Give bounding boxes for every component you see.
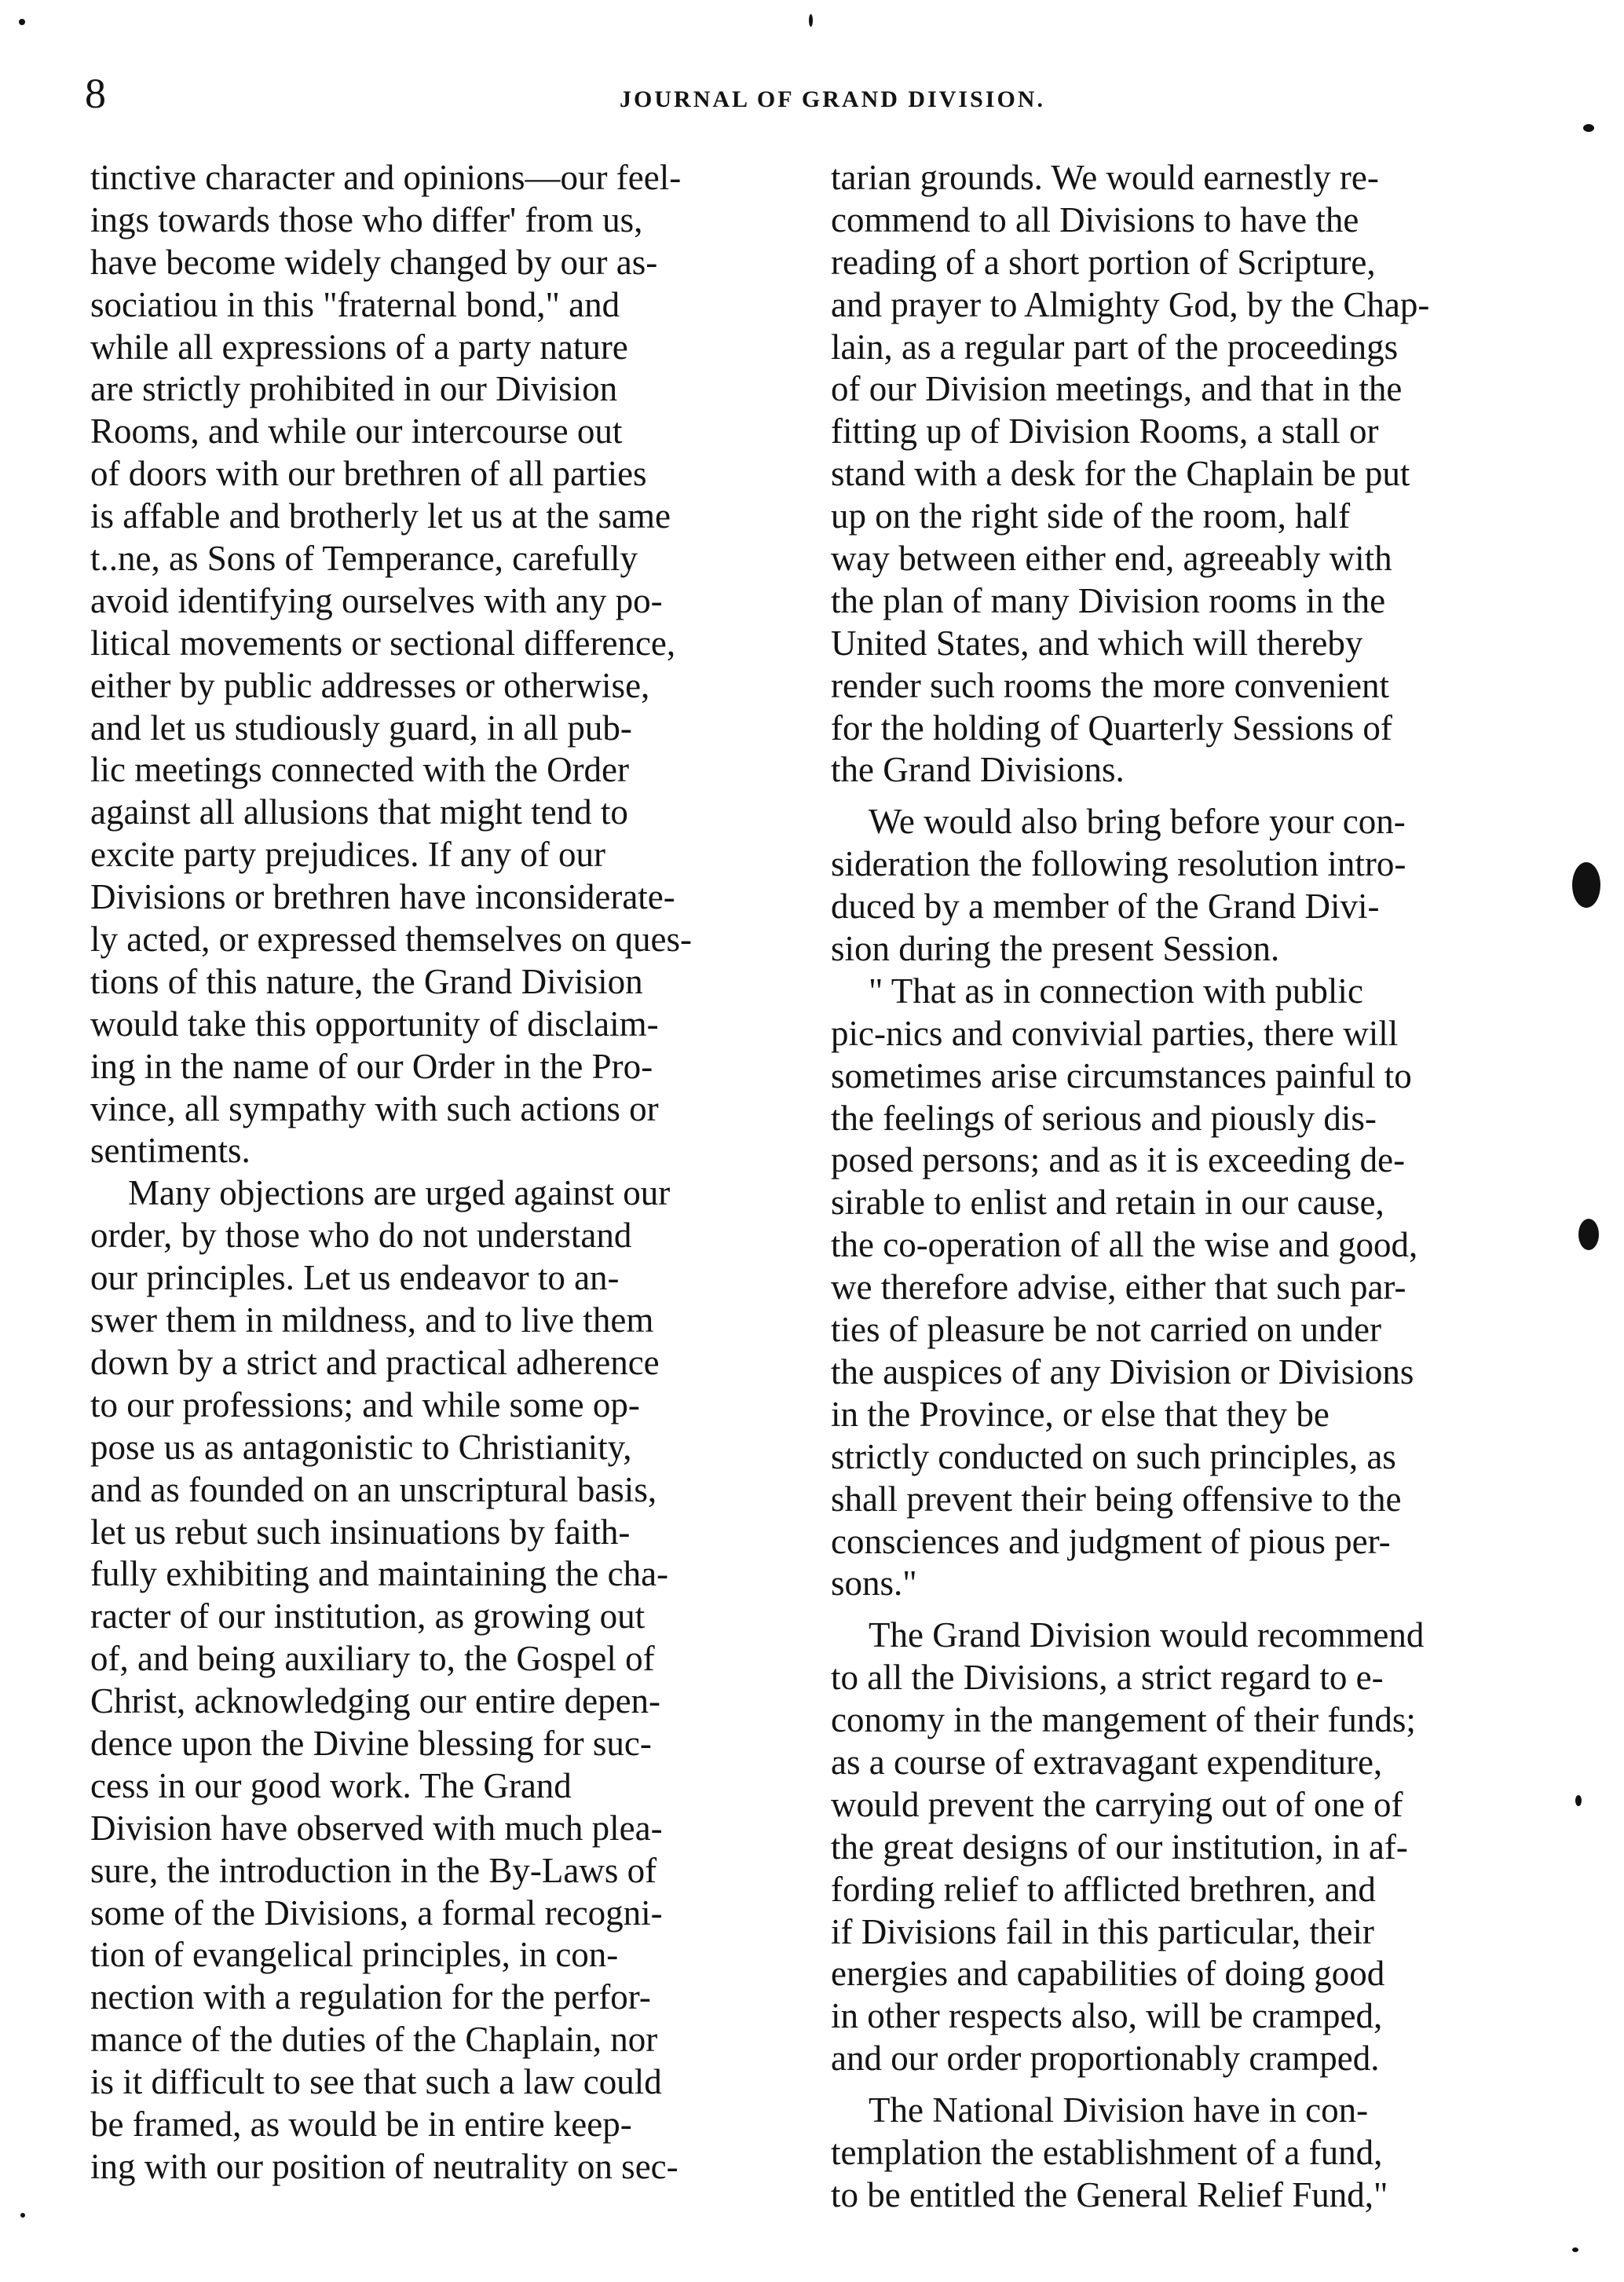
text-line: of, and being auxiliary to, the Gospel of [90,1639,655,1679]
text-line: is it difficult to see that such a law could [90,2062,662,2102]
text-line: vince, all sympathy with such actions or [90,1088,659,1128]
ink-speck [1583,124,1594,132]
text-line: Many objections are urged against our [128,1173,671,1213]
text-line: posed persons; and as it is exceeding de- [831,1140,1406,1180]
text-line: reading of a short portion of Scripture, [831,242,1376,282]
text-line: to all the Divisions, a strict regard to e- [831,1658,1384,1698]
text-line: pose us as antagonistic to Christianity, [90,1427,632,1467]
text-line: pic-nics and convivial parties, there will [831,1013,1399,1053]
text-line: to be entitled the General Relief Fund," [831,2174,1388,2214]
text-line: fitting up of Division Rooms, a stall or [831,411,1379,452]
text-line: up on the right side of the room, half [831,496,1351,536]
text-line: templation the establishment of a fund, [831,2132,1383,2172]
text-line: ing in the name of our Order in the Pro- [90,1046,653,1086]
text-line: tion of evangelical principles, in con- [90,1935,619,1975]
ink-blot [1572,862,1600,908]
text-line: strictly conducted on such principles, as [831,1436,1396,1476]
text-line: consciences and judgment of pious per- [831,1521,1391,1561]
text-line: sons." [831,1563,917,1604]
text-line: ing with our position of neutrality on sec- [90,2146,678,2186]
text-line: are strictly prohibited in our Division [90,369,618,409]
text-line: order, by those who do not understand [90,1216,632,1256]
text-line: tions of this nature, the Grand Division [90,961,643,1001]
text-line: t..ne, as Sons of Temperance, carefully [90,539,638,579]
text-line: for the holding of Quarterly Sessions of [831,708,1392,748]
text-line: avoid identifying ourselves with any po- [90,580,663,620]
text-line: would prevent the carrying out of one of [831,1784,1403,1824]
text-line: energies and capabilities of doing good [831,1954,1385,1994]
text-line: be framed, as would be in entire keep- [90,2104,632,2144]
text-line: and our order proportionably cramped. [831,2039,1380,2079]
text-line: racter of our institution, as growing out [90,1596,646,1637]
text-line: shall prevent their being offensive to the [831,1479,1402,1519]
text-line: have become widely changed by our as- [90,242,658,282]
text-line: sirable to enlist and retain in our cause, [831,1183,1384,1223]
text-line: and prayer to Almighty God, by the Chap- [831,284,1430,324]
ink-speck [19,19,25,25]
ink-speck [20,2213,25,2218]
text-line: the feelings of serious and piously dis- [831,1098,1377,1138]
text-line: sociatiou in this "fraternal bond," and [90,284,620,324]
text-line: tarian grounds. We would earnestly re- [831,158,1379,197]
text-line: duced by a member of the Grand Divi- [831,887,1380,927]
text-line: either by public addresses or otherwise, [90,665,650,705]
right-column [831,157,1538,2217]
text-line: sentiments. [90,1131,251,1171]
ink-blot [1578,1219,1599,1250]
text-line: conomy in the mangement of their funds; [831,1700,1416,1740]
text-line: fording relief to afflicted brethren, and [831,1869,1376,1909]
text-line: is affable and brotherly let us at the same [90,496,671,536]
text-line: would take this opportunity of disclaim- [90,1004,659,1044]
text-line: mance of the duties of the Chaplain, nor [90,2020,658,2060]
left-column [90,157,797,2189]
text-line: Rooms, and while our intercourse out [90,411,623,452]
text-line: Divisions or brethren have inconsiderate- [90,877,675,917]
text-line: fully exhibiting and maintaining the cha- [90,1554,669,1594]
text-line: the auspices of any Division or Divisions [831,1351,1414,1392]
text-line: cess in our good work. The Grand [90,1765,572,1805]
ink-speck [1575,1795,1582,1806]
page-number: 8 [85,70,106,117]
text-line: our principles. Let us endeavor to an- [90,1258,620,1298]
text-line: the Grand Divisions. [831,750,1125,790]
text-line: the great designs of our institution, in af- [831,1827,1408,1867]
text-line: nection with a regulation for the perfor- [90,1977,651,2017]
text-line: the plan of many Division rooms in the [831,580,1386,620]
text-line: and let us studiously guard, in all pub- [90,708,632,748]
text-line: stand with a desk for the Chaplain be put [831,454,1410,494]
text-line: We would also bring before your con- [869,802,1406,842]
text-line: dence upon the Divine blessing for suc- [90,1723,652,1763]
text-line: litical movements or sectional difference, [90,623,676,663]
text-line: while all expressions of a party nature [90,327,628,367]
text-line: sideration the following resolution intro- [831,844,1406,884]
text-line: to our professions; and while some op- [90,1384,640,1424]
text-line: the co-operation of all the wise and good, [831,1225,1418,1265]
text-line: against all allusions that might tend to [90,792,628,832]
text-line: " That as in connection with public [869,971,1363,1011]
text-line: ings towards those who differ' from us, [90,199,643,240]
text-line: some of the Divisions, a formal recogni- [90,1893,663,1933]
text-line: let us rebut such insinuations by faith- [90,1512,631,1552]
text-line: The Grand Division would recommend [869,1615,1425,1655]
text-line: down by a strict and practical adherence [90,1342,660,1382]
text-line: in other respects also, will be cramped, [831,1996,1383,2036]
text-line: lic meetings connected with the Order [90,750,630,790]
text-line: lain, as a regular part of the proceedings [831,327,1399,367]
text-line: swer them in mildness, and to live them [90,1300,654,1340]
ink-speck [1572,2247,1578,2252]
ink-speck [809,14,813,27]
text-line: sure, the introduction in the By-Laws of [90,1850,657,1890]
text-line: render such rooms the more convenient [831,665,1390,705]
running-title: JOURNAL OF GRAND DIVISION. [620,86,1045,112]
text-line: of doors with our brethren of all parties [90,454,647,494]
text-line: The National Division have in con- [869,2090,1369,2130]
text-line: commend to all Divisions to have the [831,199,1359,240]
text-line: ties of pleasure be not carried on under [831,1310,1381,1350]
text-line: Division have observed with much plea- [90,1808,663,1848]
text-line: we therefore advise, either that such par- [831,1267,1406,1307]
text-line: sion during the present Session. [831,929,1280,969]
text-line: way between either end, agreeably with [831,539,1392,579]
text-line: if Divisions fail in this particular, their [831,1911,1374,1951]
text-line: and as founded on an unscriptural basis, [90,1469,657,1509]
text-line: excite party prejudices. If any of our [90,835,605,875]
text-line: Christ, acknowledging our entire depen- [90,1681,661,1721]
text-line: ly acted, or expressed themselves on ques- [90,920,693,960]
text-line: tinctive character and opinions—our feel- [90,158,682,197]
text-line: United States, and which will thereby [831,623,1363,663]
text-line: of our Division meetings, and that in the [831,369,1403,409]
text-line: in the Province, or else that they be [831,1394,1330,1434]
text-line: sometimes arise circumstances painful to [831,1055,1412,1095]
text-line: as a course of extravagant expenditure, [831,1742,1383,1782]
